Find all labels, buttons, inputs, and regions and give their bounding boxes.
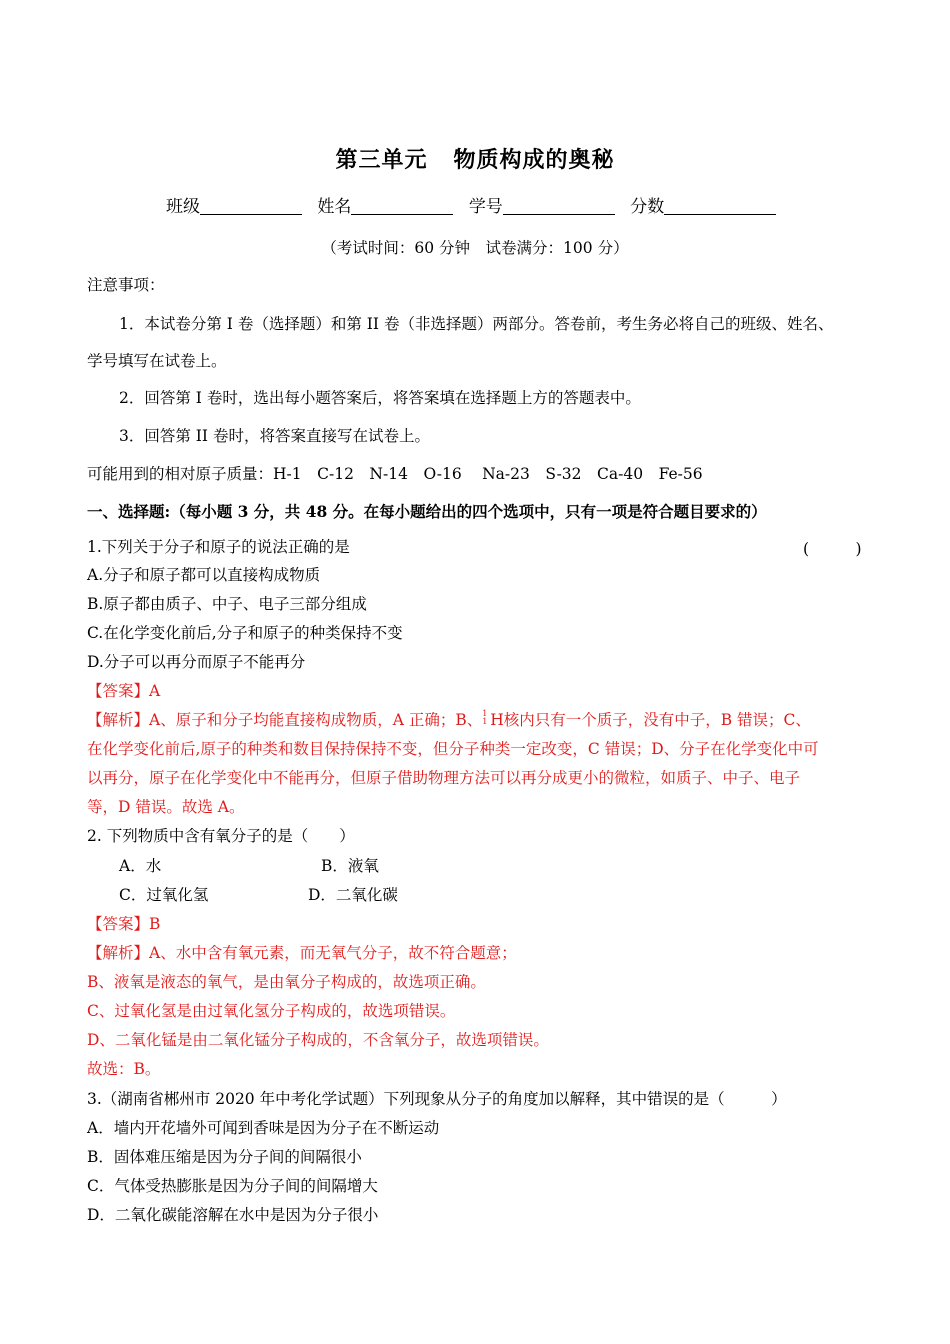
- q3-option-c: C．气体受热膨胀是因为分子间的间隔增大: [87, 1177, 378, 1195]
- q2-stem: 2. 下列物质中含有氧分子的是（ ）: [87, 827, 355, 845]
- exam-info: （考试时间：60 分钟 试卷满分：100 分）: [321, 239, 629, 257]
- q1-option-b: B.原子都由质子、中子、电子三部分组成: [87, 595, 367, 613]
- q2-option-c: C．过氧化氢: [119, 886, 209, 904]
- q1-answer: 【答案】A: [87, 682, 161, 700]
- isotope-mass: 1: [482, 709, 488, 718]
- page-title: [0, 146, 950, 174]
- class-blank[interactable]: [200, 196, 302, 215]
- notice-item-1: 1．本试卷分第 I 卷（选择题）和第 II 卷（非选择题）两部分。答卷前，考生务必将自己的班级、姓名、: [119, 315, 834, 333]
- title-topic: 物质构成的奥秘: [453, 147, 615, 173]
- atomic-masses: 可能用到的相对原子质量：H-1 C-12 N-14 O-16 Na-23 S-32 Ca-40 Fe-56: [87, 465, 703, 483]
- student-info-fields: [166, 196, 776, 218]
- notice-heading: 注意事项：: [87, 276, 165, 294]
- q1-explanation-line-3: 以再分，原子在化学变化中不能再分，但原子借助物理方法可以再分成更小的微粒，如质子、中子、电子: [87, 769, 801, 787]
- q2-option-b: B．液氧: [321, 857, 379, 875]
- q1-option-a: A.分子和原子都可以直接构成物质: [87, 566, 321, 584]
- q1-stem: 1.下列关于分子和原子的说法正确的是: [87, 538, 350, 556]
- q3-option-a: A．墙内开花墙外可闻到香味是因为分子在不断运动: [87, 1119, 440, 1137]
- q2-option-a: A．水: [119, 857, 162, 875]
- notice-item-1-cont: 学号填写在试卷上。: [87, 352, 227, 370]
- number-blank[interactable]: [503, 196, 615, 215]
- isotope-notation: [482, 710, 490, 726]
- q2-option-d: D．二氧化碳: [308, 886, 398, 904]
- q1-option-c: C.在化学变化前后,分子和原子的种类保持不变: [87, 624, 403, 642]
- section-heading: 一、选择题:（每小题 3 分，共 48 分。在每小题给出的四个选项中，只有一项是符合题目要求的）: [87, 502, 767, 521]
- q2-explanation-line-4: D、二氧化锰是由二氧化锰分子构成的，不含氧分子，故选项错误。: [87, 1031, 549, 1049]
- q1-option-d: D.分子可以再分而原子不能再分: [87, 653, 306, 671]
- q3-stem: 3.（湖南省郴州市 2020 年中考化学试题）下列现象从分子的角度加以解释，其中错误的是（ ）: [87, 1090, 787, 1108]
- score-blank[interactable]: [664, 196, 776, 215]
- name-blank[interactable]: [351, 196, 453, 215]
- isotope-number: 1: [482, 717, 488, 726]
- name-label: 姓名: [317, 197, 352, 217]
- number-label: 学号: [468, 197, 503, 217]
- notice-item-3: 3．回答第 II 卷时，将答案直接写在试卷上。: [119, 427, 430, 445]
- q2-explanation-line-1: 【解析】A、水中含有氧元素，而无氧气分子，故不符合题意；: [87, 944, 517, 962]
- q1-exp-part-b: H核内只有一个质子，没有中子，B 错误；C、: [490, 711, 811, 729]
- class-label: 班级: [166, 197, 200, 217]
- q1-explanation-line-1: [87, 710, 811, 730]
- q2-explanation-line-5: 故选：B。: [87, 1060, 161, 1078]
- q1-answer-paren: ( ): [803, 540, 862, 558]
- q2-answer: 【答案】B: [87, 915, 161, 933]
- q2-explanation-line-3: C、过氧化氢是由过氧化氢分子构成的，故选项错误。: [87, 1002, 456, 1020]
- notice-item-2: 2．回答第 I 卷时，选出每小题答案后，将答案填在选择题上方的答题表中。: [119, 389, 641, 407]
- score-label: 分数: [630, 197, 665, 217]
- q2-explanation-line-2: B、液氧是液态的氧气，是由氧分子构成的，故选项正确。: [87, 973, 486, 991]
- q1-exp-part-a: 【解析】A、原子和分子均能直接构成物质，A 正确；B、: [87, 711, 483, 729]
- title-unit: 第三单元: [335, 147, 428, 173]
- q1-explanation-line-4: 等，D 错误。故选 A。: [87, 798, 245, 816]
- q3-option-d: D．二氧化碳能溶解在水中是因为分子很小: [87, 1206, 379, 1224]
- q3-option-b: B．固体难压缩是因为分子间的间隔很小: [87, 1148, 362, 1166]
- q1-explanation-line-2: 在化学变化前后,原子的种类和数目保持保持不变，但分子种类一定改变，C 错误；D、分子在化学变化中可: [87, 740, 819, 758]
